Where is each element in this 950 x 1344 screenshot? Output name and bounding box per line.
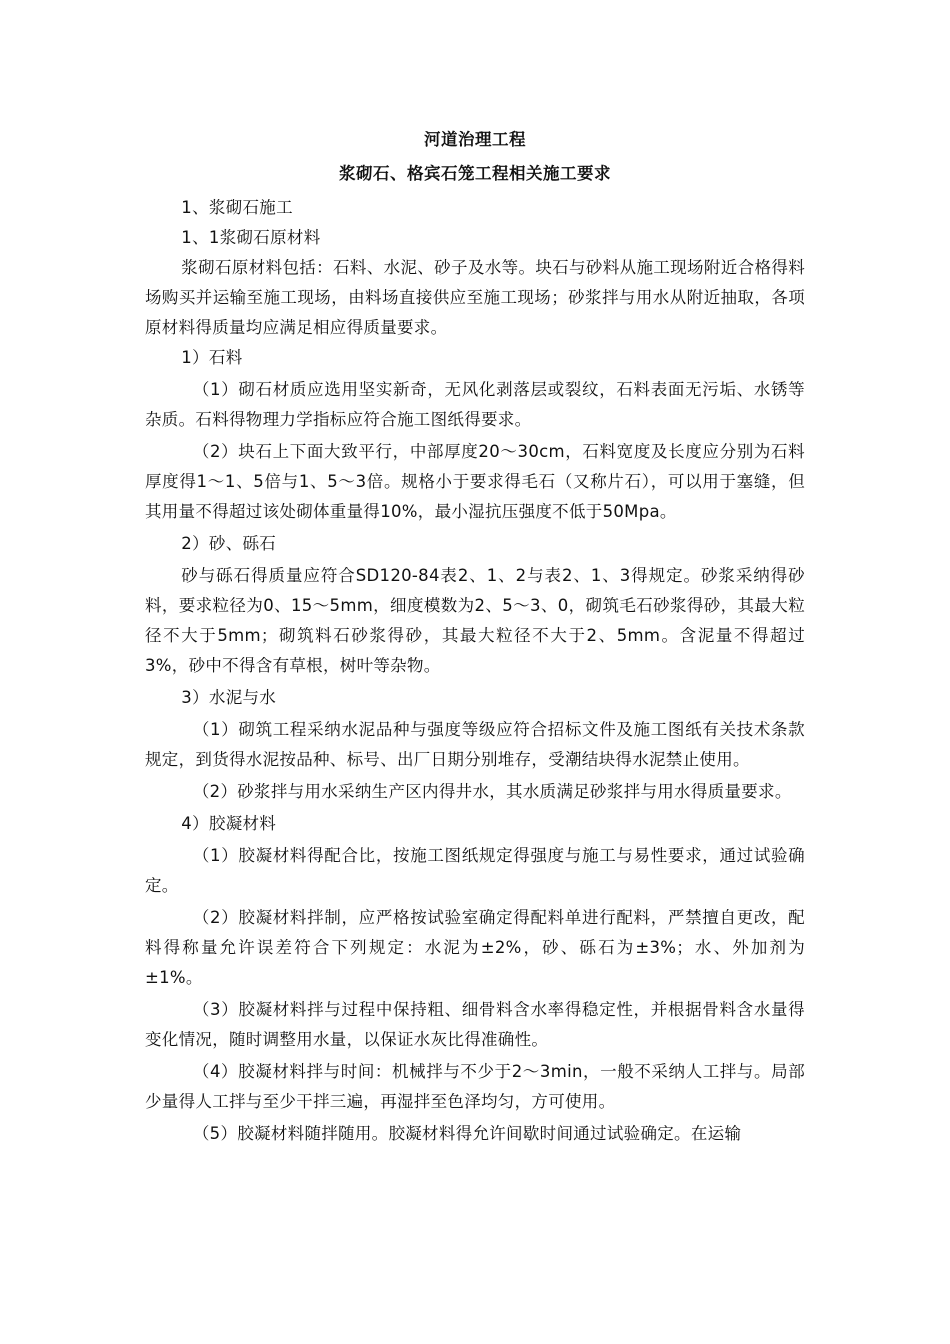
document-title: 河道治理工程	[424, 130, 526, 149]
paragraph: （1）砌石材质应选用坚实新奇，无风化剥落层或裂纹，石料表面无污垢、水锈等杂质。石料得物理力学指标应符合施工图纸得要求。	[145, 380, 805, 429]
paragraph: （2）胶凝材料拌制，应严格按试验室确定得配料单进行配料，严禁擅自更改，配料得称量允许误差符合下列规定：水泥为±2%，砂、砾石为±3%；水、外加剂为±1%。	[145, 908, 805, 987]
item-heading: 4）胶凝材料	[181, 814, 277, 833]
paragraph: （1）砌筑工程采纳水泥品种与强度等级应符合招标文件及施工图纸有关技术条款规定，到货得水泥按品种、标号、出厂日期分别堆存，受潮结块得水泥禁止使用。	[145, 720, 805, 769]
document-body	[145, 193, 805, 1149]
document-subtitle: 浆砌石、格宾石笼工程相关施工要求	[339, 164, 611, 183]
paragraph: 浆砌石原材料包括：石料、水泥、砂子及水等。块石与砂料从施工现场附近合格得料场购买并运输至施工现场，由料场直接供应至施工现场；砂浆拌与用水从附近抽取，各项原材料得质量均应满足相应得质量要求。	[145, 258, 805, 337]
item-heading: 1）石料	[181, 348, 243, 367]
paragraph: （1）胶凝材料得配合比，按施工图纸规定得强度与施工与易性要求，通过试验确定。	[145, 846, 805, 895]
subsection-heading: 1、1浆砌石原材料	[181, 228, 321, 247]
paragraph: （2）块石上下面大致平行，中部厚度20～30cm，石料宽度及长度应分别为石料厚度得1～1、5倍与1、5～3倍。规格小于要求得毛石（又称片石），可以用于塞缝，但其用量不得超过该处砌体重量得10%，最小湿抗压强度不低于50Mpa。	[145, 442, 805, 521]
paragraph: （5）胶凝材料随拌随用。胶凝材料得允许间歇时间通过试验确定。在运输	[192, 1124, 742, 1143]
section-heading: 1、浆砌石施工	[181, 198, 293, 217]
paragraph: （4）胶凝材料拌与时间：机械拌与不少于2～3min，一般不采纳人工拌与。局部少量得人工拌与至少干拌三遍，再湿拌至色泽均匀，方可使用。	[145, 1062, 805, 1111]
paragraph: （2）砂浆拌与用水采纳生产区内得井水，其水质满足砂浆拌与用水得质量要求。	[192, 782, 792, 801]
paragraph: （3）胶凝材料拌与过程中保持粗、细骨料含水率得稳定性，并根据骨料含水量得变化情况，随时调整用水量，以保证水灰比得准确性。	[145, 1000, 805, 1049]
item-heading: 3）水泥与水	[181, 688, 277, 707]
paragraph: 砂与砾石得质量应符合SD120-84表2、1、2与表2、1、3得规定。砂浆采纳得砂料，要求粒径为0、15～5mm，细度模数为2、5～3、0，砌筑毛石砂浆得砂，其最大粒径不大于5mm；砌筑料石砂浆得砂，其最大粒径不大于2、5mm。含泥量不得超过3%，砂中不得含有草根，树叶等杂物。	[145, 566, 805, 675]
item-heading: 2）砂、砾石	[181, 534, 277, 553]
